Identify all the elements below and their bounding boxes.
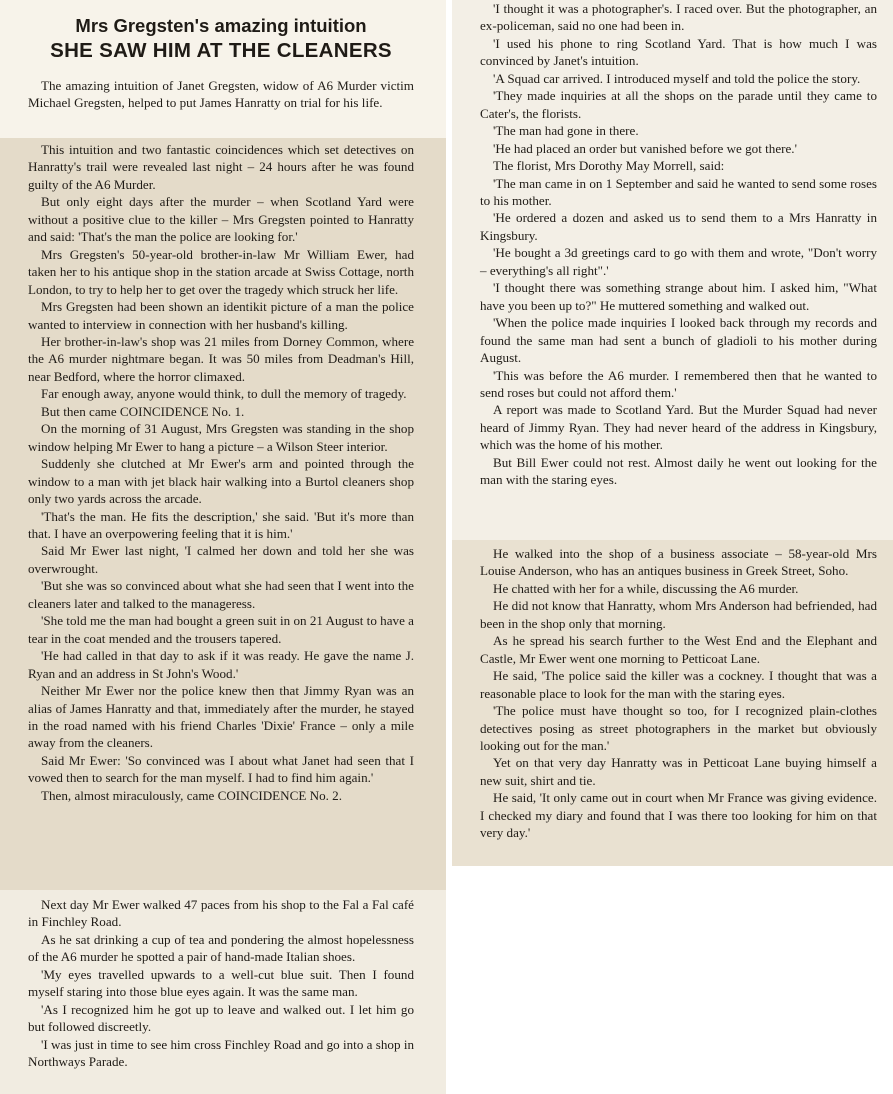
paragraph: 'As I recognized him he got up to leave and walked out. I let him go but followed discreetly. [28,1001,414,1035]
paragraph: 'He had placed an order but vanished before we got there.' [493,140,797,156]
paragraph: Said Mr Ewer: 'So convinced was I about what Janet had seen that I vowed then to search for the man myself. I had to find him again.' [28,752,414,786]
paragraph: 'He had called in that day to ask if it was ready. He gave the name J. Ryan and an address in St John's Wood.' [28,648,414,681]
paragraph: Far enough away, anyone would think, to dull the memory of tragedy. [41,386,407,402]
paragraph: The amazing intuition of Janet Gregsten, widow of A6 Murder victim Michael Gregsten, helped to put James Hanratty on trial for his life. [28,78,414,111]
paragraph: Mrs Gregsten had been shown an identikit picture of a man the police wanted to interview in connection with her husband's killing. [28,299,414,332]
paragraph: 'They made inquiries at all the shops on the parade until they came to Cater's, the florists. [480,88,877,121]
paragraph: Mrs Gregsten's 50-year-old brother-in-law Mr William Ewer, had taken her to his antique shop in the station arcade at Swiss Cottage, north London, to try to help her to get over the tragedy which struck her life. [28,246,414,297]
paragraph: 'He bought a 3d greetings card to go with them and wrote, "Don't worry – everything's all right".' [480,245,877,278]
clipping-column-2-continued [452,540,893,866]
paragraph: He said, 'It only came out in court when Mr France was giving evidence. I checked my diary and found that I was there too looking for him on that very day.' [480,790,877,841]
paragraph: On the morning of 31 August, Mrs Gregsten was standing in the shop window helping Mr Ewer to hang a picture – a Wilson Steer interior. [28,421,414,454]
paragraph: 'The man came in on 1 September and said he wanted to send some roses to his mother. [480,175,877,208]
paragraph: As he spread his search further to the West End and the Elephant and Castle, Mr Ewer went one morning to Petticoat Lane. [480,633,877,666]
clipping-headline-section [0,0,446,138]
paragraph: Neither Mr Ewer nor the police knew then that Jimmy Ryan was an alias of James Hanratty and that, immediately after the murder, he stayed in the road named with his friend Charles 'Dixie' France – only a mile away from the cleaners. [28,683,414,751]
paragraph: Said Mr Ewer last night, 'I calmed her down and told her she was overwrought. [28,543,414,576]
clipping-column-1 [0,138,446,890]
paragraph: 'The police must have thought so too, for I recognized plain-clothes detectives posing as street photographers in the market but obviously looking out for the man.' [480,703,877,753]
paragraph: 'I was just in time to see him cross Finchley Road and go into a shop in Northways Parade. [28,1036,414,1070]
paragraph: 'When the police made inquiries I looked back through my records and found the same man had sent a bunch of gladioli to his mother during August. [480,315,877,366]
paragraph: Yet on that very day Hanratty was in Petticoat Lane buying himself a new suit, shirt and tie. [480,755,877,788]
paragraph: Then, almost miraculously, came COINCIDENCE No. 2. [41,787,342,803]
paragraph: A report was made to Scotland Yard. But the Murder Squad had never heard of Jimmy Ryan. They had never heard of the address in Kingsbury, which was the home of his mother. [480,402,877,453]
paragraph: But then came COINCIDENCE No. 1. [41,403,245,419]
clipping-column-1-continued [0,890,446,1094]
paragraph: 'But she was so convinced about what she had seen that I went into the cleaners later and talked to the manageress. [28,578,414,611]
paragraph: 'My eyes travelled upwards to a well-cut blue suit. Then I found myself staring into those blue eyes again. It was the same man. [28,966,414,1000]
paragraph: 'That's the man. He fits the description,' she said. 'But it's more than that. I have an overpowering feeling that it is him.' [28,508,414,541]
paragraph: He did not know that Hanratty, whom Mrs Anderson had befriended, had been in the shop only that morning. [480,598,877,631]
headline-main: SHE SAW HIM AT THE CLEANERS [50,39,392,62]
headline-kicker: Mrs Gregsten's amazing intuition [75,15,367,36]
paragraph: 'I thought it was a photographer's. I raced over. But the photographer, an ex-policeman, said no one had been in. [480,1,877,34]
paragraph: He chatted with her for a while, discussing the A6 murder. [493,580,799,596]
paragraph: As he sat drinking a cup of tea and pondering the almost hopelessness of the A6 murder he spotted a pair of hand-made Italian shoes. [28,931,414,965]
paragraph: He said, 'The police said the killer was a cockney. I thought that was a reasonable place to look for the man with the staring eyes. [480,668,877,701]
paragraph: 'She told me the man had bought a green suit in on 21 August to have a tear in the coat mended and the trousers tapered. [28,613,414,646]
paragraph: But Bill Ewer could not rest. Almost daily he went out looking for the man with the staring eyes. [480,454,877,488]
paragraph: Next day Mr Ewer walked 47 paces from his shop to the Fal a Fal café in Finchley Road. [28,897,414,930]
paragraph: 'This was before the A6 murder. I remembered then that he wanted to send roses but could not afford them.' [480,367,877,400]
paragraph: Her brother-in-law's shop was 21 miles from Dorney Common, where the A6 murder nightmare began. It was 50 miles from Deadman's Hill, near Bedford, where the horror climaxed. [28,333,414,384]
paragraph: The florist, Mrs Dorothy May Morrell, said: [493,158,725,174]
paragraph: 'A Squad car arrived. I introduced myself and told the police the story. [493,70,861,86]
paragraph: Suddenly she clutched at Mr Ewer's arm and pointed through the window to a man with jet black hair walking into a Burtol cleaners shop only two yards across the arcade. [28,456,414,507]
clipping-column-2 [452,0,893,540]
paragraph: 'I used his phone to ring Scotland Yard. That is how much I was convinced by Janet's intuition. [480,35,877,69]
paragraph: 'The man had gone in there. [493,123,639,139]
paragraph: This intuition and two fantastic coincidences which set detectives on Hanratty's trail were revealed last night – 24 hours after he was found guilty of the A6 Murder. [28,142,414,192]
paragraph: 'He ordered a dozen and asked us to send them to a Mrs Hanratty in Kingsbury. [480,210,877,243]
paragraph: 'I thought there was something strange about him. I asked him, "What have you been up to?" He muttered something and walked out. [480,280,877,313]
paragraph: But only eight days after the murder – when Scotland Yard were without a positive clue to the killer – Mrs Gregsten pointed to Hanratty and said: 'That's the man the police are looking for.' [28,194,414,245]
paragraph: He walked into the shop of a business associate – 58-year-old Mrs Louise Anderson, who has an antiques business in Greek Street, Soho. [480,546,877,579]
